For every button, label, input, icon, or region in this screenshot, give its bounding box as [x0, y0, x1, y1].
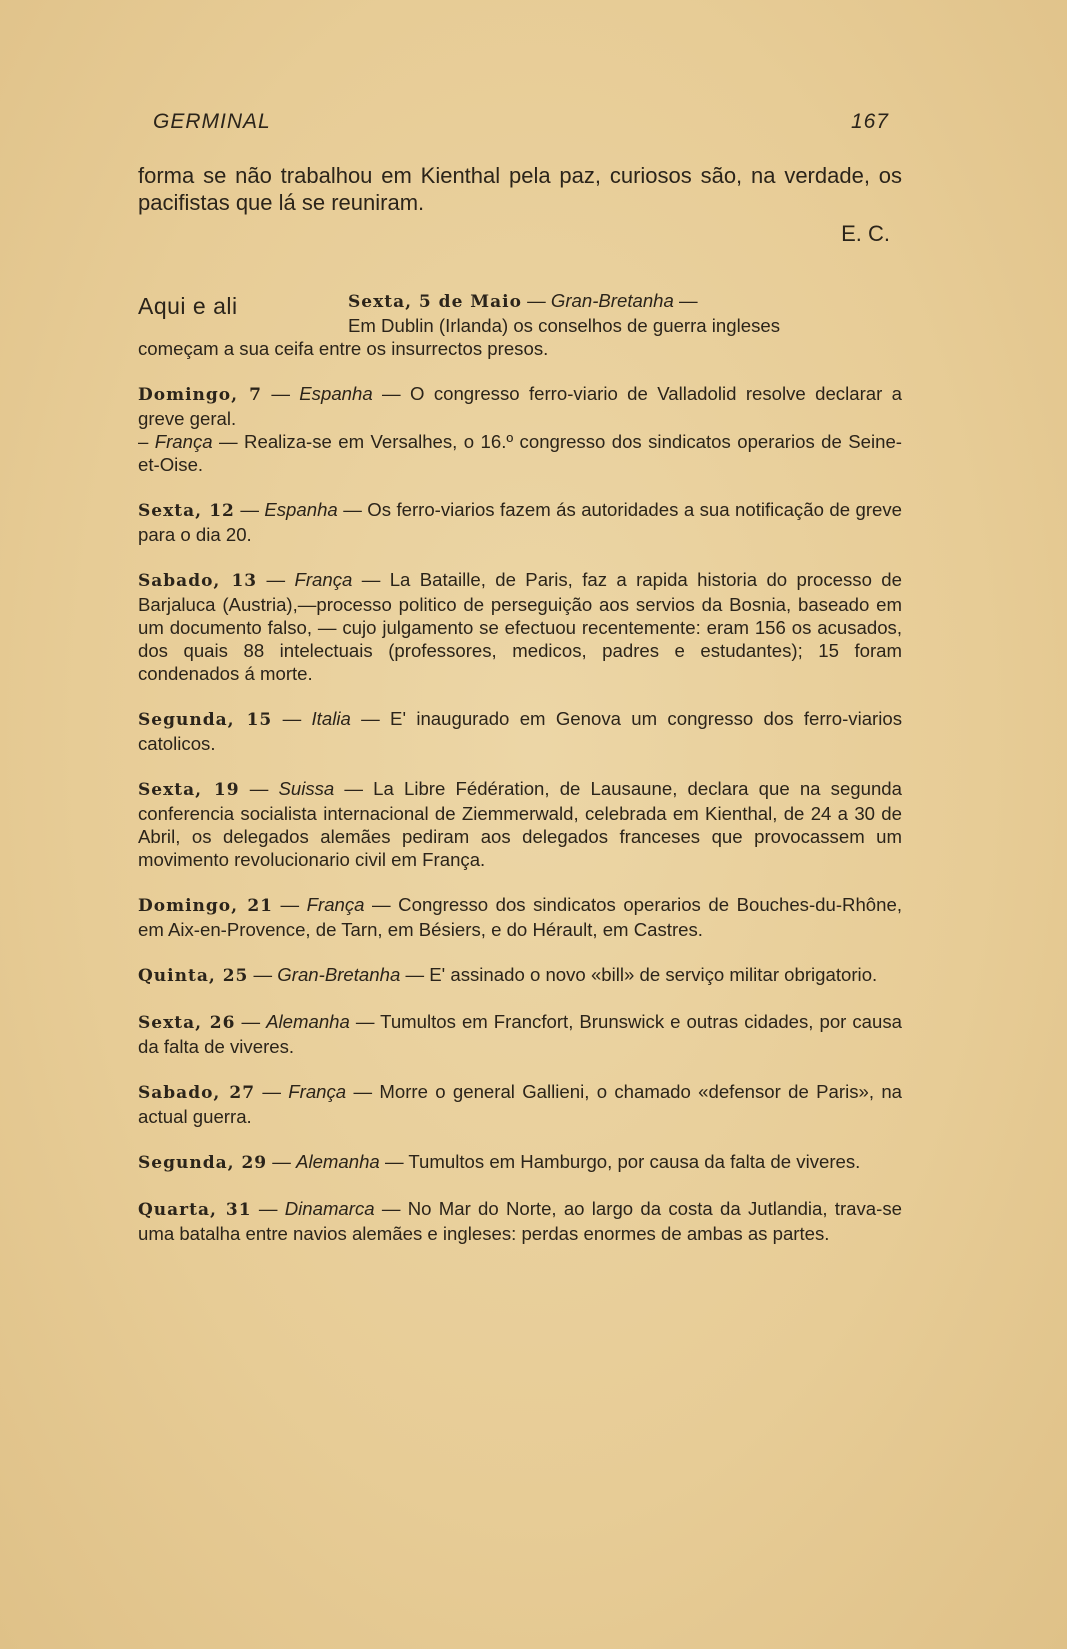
entry-text: Tumultos em Francfort, Brunswick e outras cidades, por causa da falta de viveres.: [138, 1011, 902, 1057]
entry-place: França: [306, 894, 365, 915]
entry: [138, 289, 902, 360]
entry-text: Os ferro-viarios fazem ás autoridades a sua notificação de greve para o dia 20.: [138, 499, 902, 545]
entry-date: Sexta, 19: [138, 780, 240, 800]
entry-place: Alemanha: [296, 1151, 380, 1172]
entry: Sabado, 13 — França — La Bataille, de Paris, faz a rapida historia do processo de Barjaluca (Austria),—processo politico de perseguição aos servios da Bosnia, baseado em um documento falso, — cujo julgamento se efectuou recentemente: eram 156 os acusados, dos quais 88 intelectuais (professores, medicos, padres e estudantes); 15 foram condenados á morte.: [138, 569, 902, 684]
entry-date: Domingo, 7: [138, 385, 262, 405]
first-entry-text: Sexta, 5 de Maio — Gran-Bretanha — Em Dublin (Irlanda) os conselhos de guerra ingleses: [348, 290, 781, 336]
entry-place: Suissa: [278, 778, 335, 799]
entry-text: O congresso ferro-viario de Valladolid resolve declarar a greve geral.: [138, 383, 902, 429]
entry: Sabado, 27 — França — Morre o general Gallieni, o chamado «defensor de Paris», na actual guerra.: [138, 1081, 902, 1127]
entry-date: Segunda, 15: [138, 710, 273, 730]
entry: Segunda, 29 — Alemanha — Tumultos em Hamburgo, por causa da falta de viveres.: [138, 1151, 861, 1173]
entry-place: França: [154, 431, 213, 452]
entry: Domingo, 7 — Espanha — O congresso ferro-viario de Valladolid resolve declarar a greve geral.: [138, 383, 902, 429]
intro-block: [138, 162, 902, 247]
entry-place: Espanha: [264, 499, 338, 520]
entry-date: Sabado, 27: [138, 1083, 256, 1103]
page-number: 167: [850, 110, 889, 133]
entry-date: Domingo, 21: [138, 896, 273, 916]
entry: Domingo, 21 — França — Congresso dos sindicatos operarios de Bouches-du-Rhône, em Aix-en-Provence, de Tarn, em Bésiers, e do Hérault, em Castres.: [138, 894, 902, 940]
entry-date: Sabado, 13: [138, 571, 258, 591]
entry-date: Quarta, 31: [138, 1200, 252, 1220]
entry-text: No Mar do Norte, ao largo da costa da Jutlandia, trava-se uma batalha entre navios alemães e ingleses: perdas enormes de ambas as partes.: [138, 1198, 902, 1244]
entry-place: Gran-Bretanha: [550, 290, 674, 311]
entry: Sexta, 19 — Suissa — La Libre Fédération, de Lausaune, declara que na segunda conferencia socialista internacional de Ziemmerwald, celebrada em Kienthal, de 24 a 30 de Abril, os delegados alemães pediram aos delegados franceses que provocassem um movimento revolucionario civil em França.: [138, 778, 902, 870]
entry-date: Sexta, 26: [138, 1013, 236, 1033]
signature: E. C.: [841, 221, 890, 246]
entry: Sexta, 26 — Alemanha — Tumultos em Francfort, Brunswick e outras cidades, por causa da falta de viveres.: [138, 1011, 902, 1057]
entry-date: Sexta, 5 de Maio: [348, 292, 522, 312]
entry-text: La Bataille, de Paris, faz a rapida historia do processo de Barjaluca (Austria),—processo politico de perseguição aos servios da Bosnia, baseado em um documento falso, — cujo julgamento se efectuou recentemente: eram 156 os acusados, dos quais 88 intelectuais (professores, medicos, padres e estudantes); 15 foram condenados á morte.: [138, 569, 902, 684]
entry-text: Tumultos em Hamburgo, por causa da falta de viveres.: [408, 1151, 861, 1172]
entry-text: Em Dublin (Irlanda) os conselhos de guerra ingleses: [348, 315, 781, 336]
entry-date: Sexta, 12: [138, 501, 235, 521]
entry-text: Morre o general Gallieni, o chamado «defensor de Paris», na actual guerra.: [138, 1081, 902, 1127]
entry-place: Alemanha: [266, 1011, 350, 1032]
running-header: [153, 110, 889, 140]
page-body: [138, 162, 902, 1267]
entry-continuation: começam a sua ceifa entre os insurrectos presos.: [138, 338, 549, 359]
entry-place: Italia: [311, 708, 351, 729]
entry: Quinta, 25 — Gran-Bretanha — E' assinado o novo «bill» de serviço militar obrigatorio.: [138, 964, 878, 986]
section-title: Aqui e ali: [138, 293, 238, 319]
entry: Quarta, 31 — Dinamarca — No Mar do Norte, ao largo da costa da Jutlandia, trava-se uma batalha entre navios alemães e ingleses: perdas enormes de ambas as partes.: [138, 1198, 902, 1244]
entry-place: França: [294, 569, 353, 590]
entry-text: Realiza-se em Versalhes, o 16.º congresso dos sindicatos operarios de Seine-et-Oise.: [138, 431, 902, 475]
entry-date: Segunda, 29: [138, 1153, 268, 1173]
entry: – França — Realiza-se em Versalhes, o 16.º congresso dos sindicatos operarios de Seine-et-Oise.: [138, 431, 902, 475]
entry-place: Dinamarca: [284, 1198, 375, 1219]
entry-place: Gran-Bretanha: [277, 964, 401, 985]
running-title: GERMINAL: [153, 110, 271, 133]
intro-paragraph: forma se não trabalhou em Kienthal pela paz, curiosos são, na verdade, os pacifistas que lá se reuniram.: [138, 163, 902, 215]
section-spacer: [138, 247, 902, 289]
first-entry-row: [138, 289, 902, 337]
entry: Sexta, 12 — Espanha — Os ferro-viarios fazem ás autoridades a sua notificação de greve para o dia 20.: [138, 499, 902, 545]
entry-date: Quinta, 25: [138, 966, 249, 986]
entry-text: La Libre Fédération, de Lausaune, declara que na segunda conferencia socialista internacional de Ziemmerwald, celebrada em Kienthal, de 24 a 30 de Abril, os delegados alemães pediram aos delegados franceses que provocassem um movimento revolucionario civil em França.: [138, 778, 902, 870]
entry: Segunda, 15 — Italia — E' inaugurado em Genova um congresso dos ferro-viarios catolicos.: [138, 708, 902, 754]
entry-text: E' inaugurado em Genova um congresso dos ferro-viarios catolicos.: [138, 708, 902, 754]
entry-text: E' assinado o novo «bill» de serviço militar obrigatorio.: [429, 964, 878, 985]
entry-text: Congresso dos sindicatos operarios de Bouches-du-Rhône, em Aix-en-Provence, de Tarn, em Bésiers, e do Hérault, em Castres.: [138, 894, 902, 940]
entry-place: Espanha: [299, 383, 373, 404]
entry-place: França: [288, 1081, 347, 1102]
